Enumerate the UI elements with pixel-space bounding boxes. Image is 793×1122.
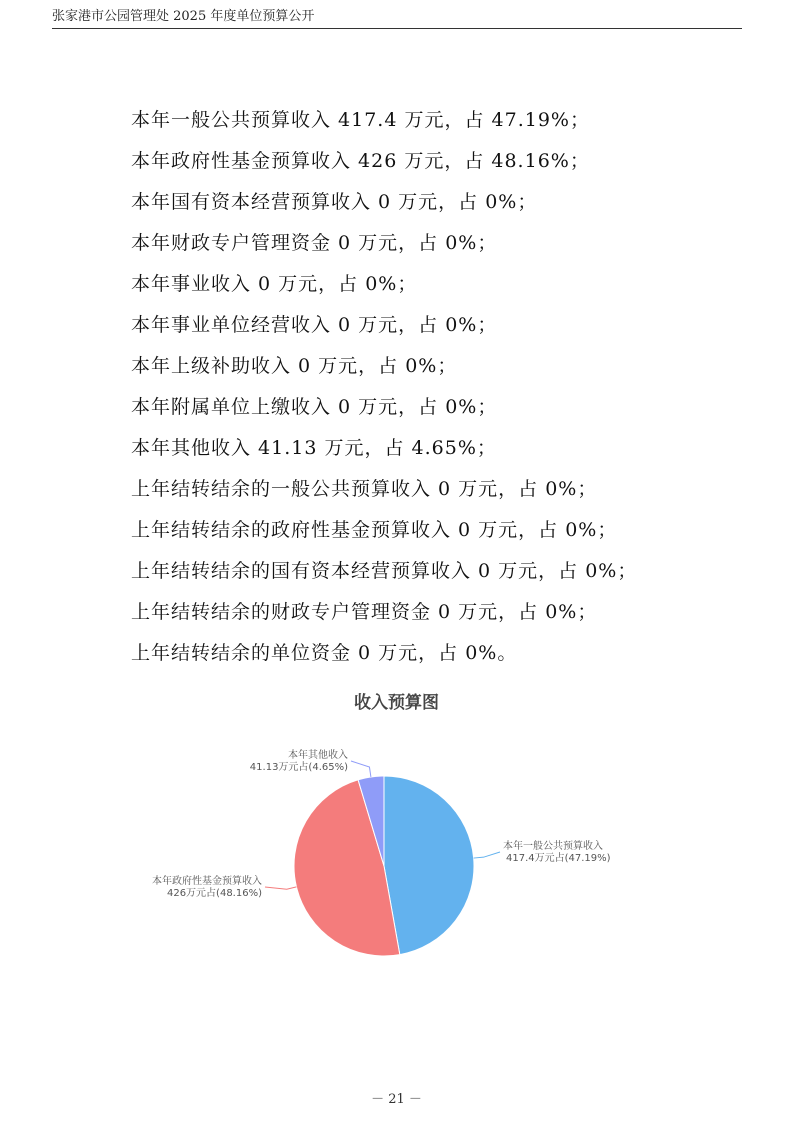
leader-line xyxy=(265,887,296,889)
income-line: 本年事业收入 0 万元，占 0%； xyxy=(131,273,418,295)
leader-line xyxy=(351,761,371,777)
chart-title: 收入预算图 xyxy=(354,693,439,713)
slice-value-label: 417.4万元占(47.19%) xyxy=(506,853,611,864)
slice-value-label: 41.13万元占(4.65%) xyxy=(249,762,348,773)
income-line: 本年上级补助收入 0 万元，占 0%； xyxy=(131,355,458,377)
income-line: 上年结转结余的财政专户管理资金 0 万元，占 0%； xyxy=(131,601,598,623)
slice-name-label: 本年一般公共预算收入 xyxy=(503,841,603,852)
income-line: 本年政府性基金预算收入 426 万元，占 48.16%； xyxy=(131,150,590,172)
slice-name-label: 本年政府性基金预算收入 xyxy=(152,876,262,887)
income-line: 本年事业单位经营收入 0 万元，占 0%； xyxy=(131,314,498,336)
income-line: 本年国有资本经营预算收入 0 万元，占 0%； xyxy=(131,191,538,213)
income-line: 上年结转结余的国有资本经营预算收入 0 万元，占 0%； xyxy=(131,560,638,582)
slice-name-label: 本年其他收入 xyxy=(288,750,348,761)
income-line: 上年结转结余的政府性基金预算收入 0 万元，占 0%； xyxy=(131,519,618,541)
income-line: 本年财政专户管理资金 0 万元，占 0%； xyxy=(131,232,498,254)
page-number: － 21 － xyxy=(371,1092,422,1107)
slice-value-label: 426万元占(48.16%) xyxy=(166,888,262,899)
pie-slice xyxy=(384,776,474,955)
page-header: 张家港市公园管理处 2025 年度单位预算公开 xyxy=(52,9,315,24)
leader-line xyxy=(474,852,500,858)
income-line: 上年结转结余的单位资金 0 万元，占 0%。 xyxy=(131,642,518,664)
income-line: 上年结转结余的一般公共预算收入 0 万元，占 0%； xyxy=(131,478,598,500)
income-line: 本年一般公共预算收入 417.4 万元，占 47.19%； xyxy=(131,109,590,131)
income-line: 本年附属单位上缴收入 0 万元，占 0%； xyxy=(131,396,498,418)
income-line: 本年其他收入 41.13 万元，占 4.65%； xyxy=(131,437,497,459)
